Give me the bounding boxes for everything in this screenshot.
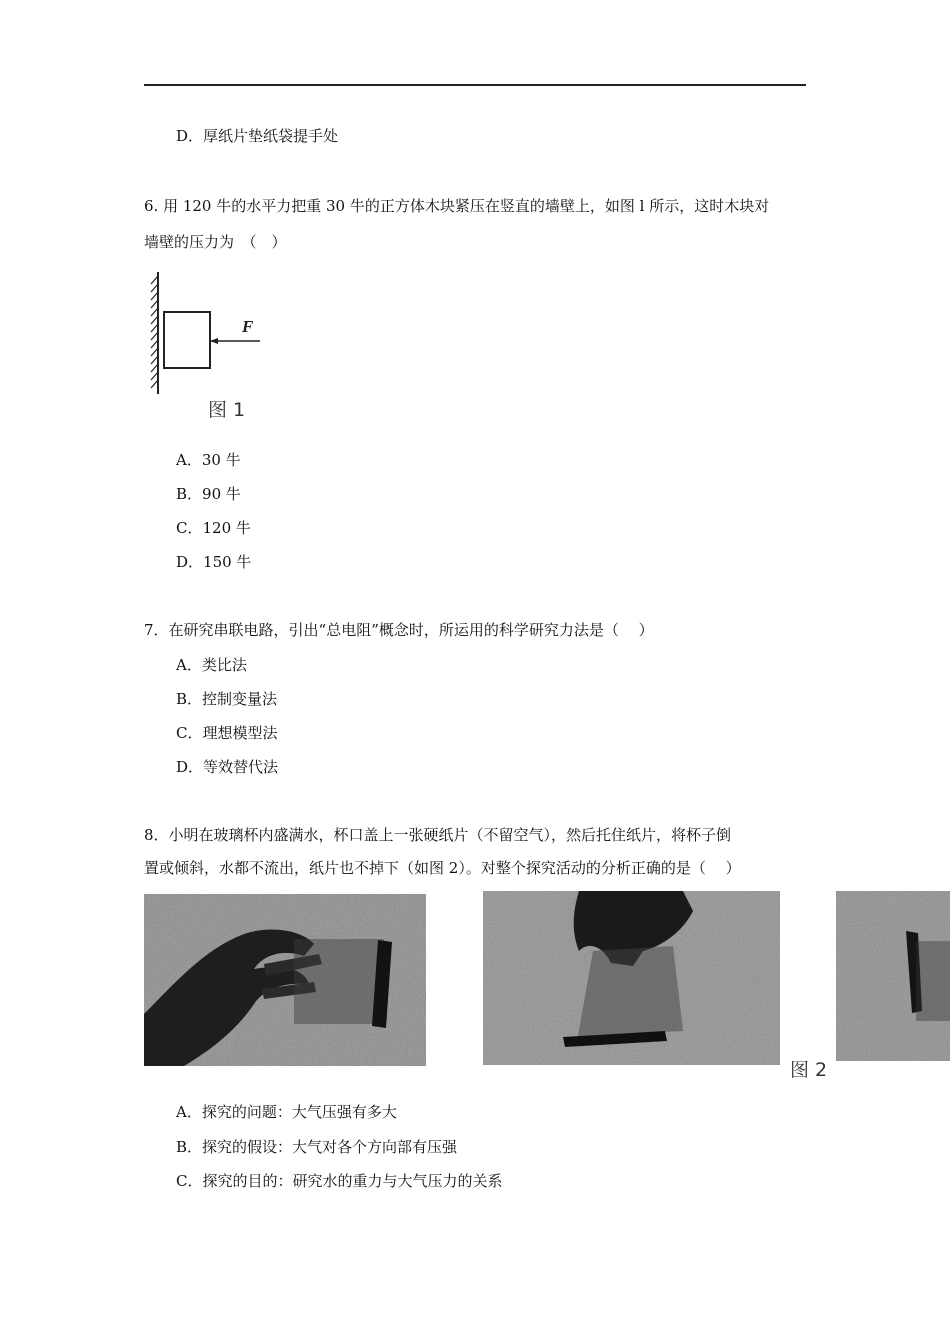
figure-1-caption: 图 1 bbox=[208, 399, 246, 421]
q8-stem-line2: 置或倾斜，水都不流出，纸片也不掉下（如图 2）。对整个探究活动的分析正确的是（ ） bbox=[144, 859, 741, 877]
force-label: F bbox=[242, 317, 254, 336]
q8-option-b: B．探究的假设：大气对各个方向部有压强 bbox=[176, 1138, 458, 1156]
photo-cup-tilted-cropped bbox=[836, 891, 950, 1061]
q6-option-a: A．30 牛 bbox=[176, 451, 241, 469]
q8-option-a: A．探究的问题：大气压强有多大 bbox=[176, 1103, 397, 1121]
q7-option-a: A．类比法 bbox=[176, 656, 247, 674]
photo-hand-holding-tilted-cup bbox=[144, 894, 426, 1066]
q6-stem-line1: 6. 用 120 牛的水平力把重 30 牛的正方体木块紧压在竖直的墙壁上，如图 l 所示，这时木块对 bbox=[144, 197, 770, 215]
q7-option-b: B．控制变量法 bbox=[176, 690, 278, 708]
header-rule bbox=[144, 84, 806, 86]
q7-option-d: D．等效替代法 bbox=[176, 758, 279, 776]
q7-option-c: C．理想模型法 bbox=[176, 724, 278, 742]
prev-option-d: D．厚纸片垫纸袋提手处 bbox=[176, 127, 339, 145]
figure-2-caption: 图 2 bbox=[790, 1059, 828, 1081]
wall-block-force-diagram bbox=[148, 268, 266, 424]
q8-option-c: C．探究的目的：研究水的重力与大气压力的关系 bbox=[176, 1172, 503, 1190]
q6-stem-line2: 墙壁的压力为 （ ） bbox=[144, 233, 287, 251]
photo-cup-upside-down bbox=[483, 891, 780, 1065]
q8-stem-line1: 8．小明在玻璃杯内盛满水，杯口盖上一张硬纸片（不留空气），然后托住纸片，将杯子倒 bbox=[144, 826, 732, 844]
figure-1 bbox=[148, 268, 266, 424]
q6-option-c: C．120 牛 bbox=[176, 519, 251, 537]
q6-option-d: D．150 牛 bbox=[176, 553, 252, 571]
block bbox=[164, 312, 210, 368]
q7-stem: 7．在研究串联电路，引出“总电阻”概念时，所运用的科学研究力法是（ ） bbox=[144, 621, 654, 639]
q6-option-b: B．90 牛 bbox=[176, 485, 241, 503]
